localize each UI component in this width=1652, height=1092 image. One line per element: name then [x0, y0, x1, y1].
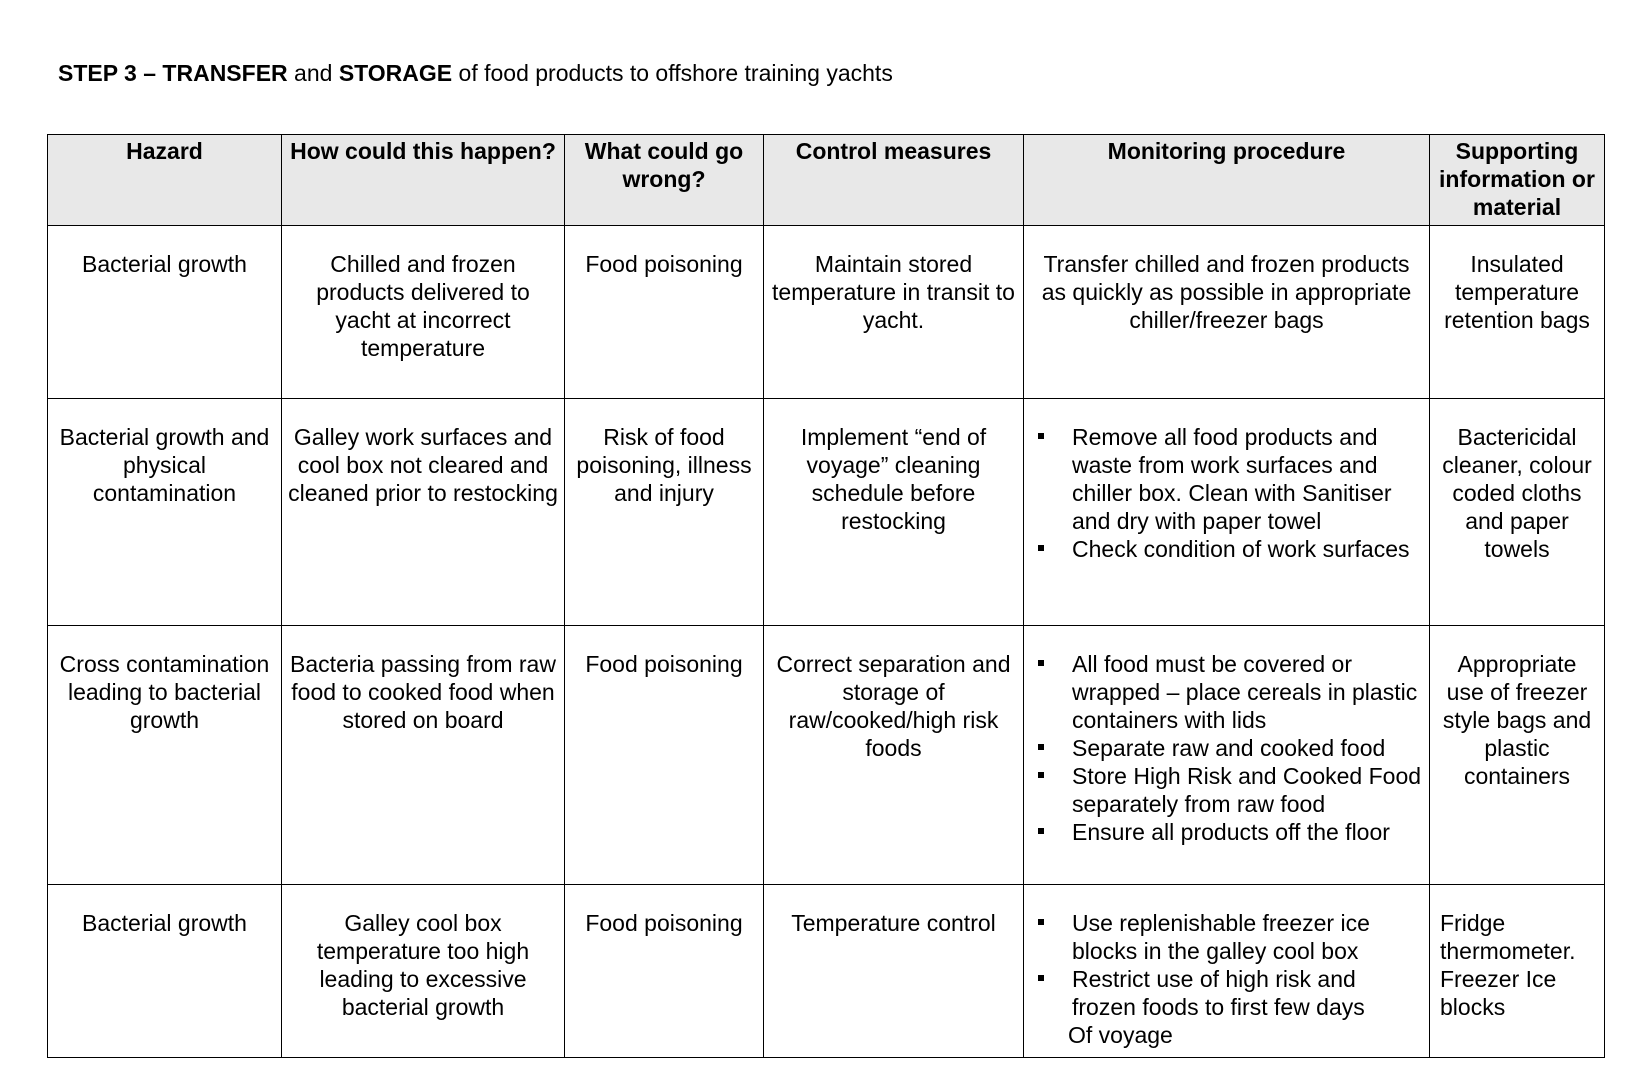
table-row — [48, 626, 1605, 885]
list-item: Separate raw and cooked food — [1032, 734, 1425, 762]
table-header-row — [48, 135, 1605, 226]
list-item: Use replenishable freezer ice blocks in the galley cool box — [1032, 909, 1425, 965]
cell-monitoring: Transfer chilled and frozen products as quickly as possible in appropriate chiller/freezer bags — [1024, 226, 1430, 399]
header-support: Supporting information or material — [1430, 135, 1605, 226]
heading-and: and — [287, 60, 339, 86]
cell-how: Galley cool box temperature too high leading to excessive bacterial growth — [282, 885, 565, 1058]
header-monitoring: Monitoring procedure — [1024, 135, 1430, 226]
header-control: Control measures — [764, 135, 1024, 226]
heading-rest: of food products to offshore training yachts — [452, 60, 893, 86]
cell-wrong: Risk of food poisoning, illness and injury — [565, 399, 764, 626]
list-item: Store High Risk and Cooked Food separately from raw food — [1032, 762, 1425, 818]
page-heading — [58, 60, 893, 87]
cell-control: Implement “end of voyage” cleaning schedule before restocking — [764, 399, 1024, 626]
list-item: Check condition of work surfaces — [1032, 535, 1425, 563]
list-item: Remove all food products and waste from work surfaces and chiller box. Clean with Sanitiser and dry with paper towel — [1032, 423, 1425, 535]
cell-control: Maintain stored temperature in transit to yacht. — [764, 226, 1024, 399]
monitoring-tail: Of voyage — [1068, 1022, 1173, 1048]
cell-support: Fridge thermometer. Freezer Ice blocks — [1430, 885, 1605, 1058]
monitoring-list — [1032, 423, 1425, 563]
cell-support: Appropriate use of freezer style bags and plastic containers — [1430, 626, 1605, 885]
cell-monitoring — [1024, 399, 1430, 626]
cell-how: Bacteria passing from raw food to cooked food when stored on board — [282, 626, 565, 885]
cell-monitoring — [1024, 626, 1430, 885]
heading-transfer: TRANSFER — [162, 60, 288, 86]
header-how: How could this happen? — [282, 135, 565, 226]
cell-hazard: Bacterial growth and physical contamination — [48, 399, 282, 626]
cell-wrong: Food poisoning — [565, 626, 764, 885]
table-row — [48, 885, 1605, 1058]
list-item: Restrict use of high risk and frozen foods to first few days — [1032, 965, 1425, 1021]
cell-wrong: Food poisoning — [565, 226, 764, 399]
heading-step: STEP 3 – — [58, 60, 163, 86]
cell-wrong: Food poisoning — [565, 885, 764, 1058]
cell-hazard: Bacterial growth — [48, 885, 282, 1058]
cell-control: Correct separation and storage of raw/cooked/high risk foods — [764, 626, 1024, 885]
list-item: All food must be covered or wrapped – place cereals in plastic containers with lids — [1032, 650, 1425, 734]
cell-control: Temperature control — [764, 885, 1024, 1058]
cell-how: Chilled and frozen products delivered to yacht at incorrect temperature — [282, 226, 565, 399]
cell-hazard: Cross contamination leading to bacterial growth — [48, 626, 282, 885]
header-hazard: Hazard — [48, 135, 282, 226]
cell-monitoring — [1024, 885, 1430, 1058]
header-wrong: What could go wrong? — [565, 135, 764, 226]
table-row — [48, 226, 1605, 399]
cell-hazard: Bacterial growth — [48, 226, 282, 399]
table-row — [48, 399, 1605, 626]
monitoring-list — [1032, 909, 1425, 1021]
hazard-table — [47, 134, 1605, 1058]
list-item: Ensure all products off the floor — [1032, 818, 1425, 846]
monitoring-list — [1032, 650, 1425, 846]
cell-support: Insulated temperature retention bags — [1430, 226, 1605, 399]
cell-support: Bactericidal cleaner, colour coded cloths and paper towels — [1430, 399, 1605, 626]
cell-how: Galley work surfaces and cool box not cleared and cleaned prior to restocking — [282, 399, 565, 626]
heading-storage: STORAGE — [338, 60, 453, 86]
